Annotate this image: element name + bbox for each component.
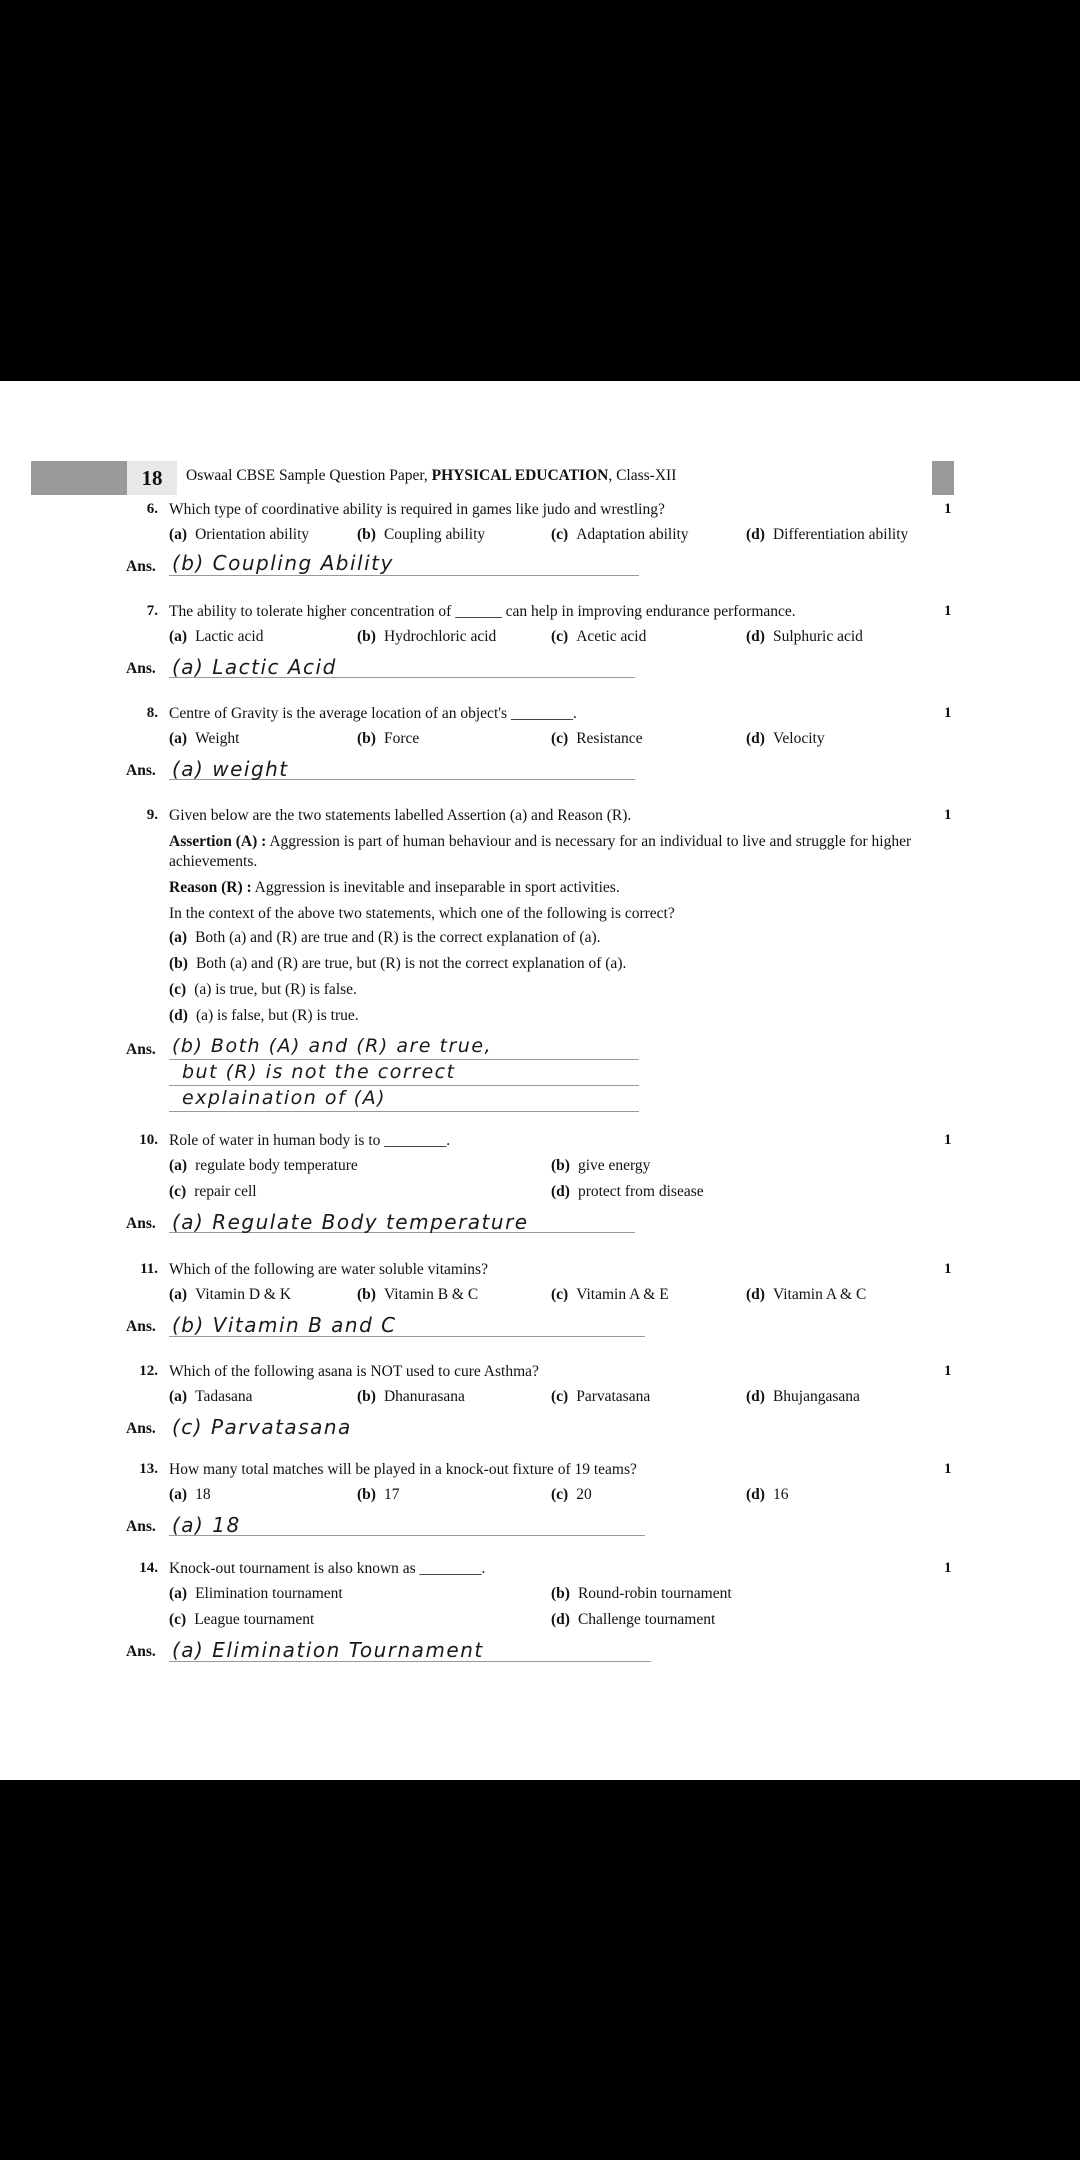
option-d: (d) Bhujangasana [746,1388,860,1405]
option-c: (c) Acetic acid [551,628,647,645]
answer-line [169,1059,639,1060]
answer-line [169,1085,639,1086]
answer-label: Ans. [126,1215,156,1232]
option-a: (a) Elimination tournament [169,1585,343,1602]
handwritten-answer-line-1: (b) Both (A) and (R) are true, [172,1035,493,1057]
handwritten-answer: (a) 18 [172,1513,241,1537]
option-a: (a) Lactic acid [169,628,264,645]
option-b: (b) give energy [551,1157,651,1174]
question-marks: 1 [944,501,952,517]
option-b: (b) Force [357,730,420,747]
assertion-statement: Assertion (A) : Aggression is part of human behaviour and is necessary for an individual to live and struggle for higher achievements. [169,833,912,870]
question-number: 8. [146,705,158,721]
handwritten-answer-line-2: but (R) is not the correct [182,1061,456,1083]
question-number: 6. [146,501,158,517]
page-header-title: Oswaal CBSE Sample Question Paper, PHYSICAL EDUCATION, Class-XII [186,467,677,484]
option-d: (d) 16 [746,1486,789,1503]
option-d: (d) Sulphuric acid [746,628,863,645]
option-c: (c) Vitamin A & E [551,1286,669,1303]
question-number: 13. [139,1461,158,1477]
option-a: (a) Both (a) and (R) are true and (R) is the correct explanation of (a). [169,929,601,946]
question-number: 10. [139,1132,158,1148]
answer-label: Ans. [126,1041,156,1058]
option-b: (b) 17 [357,1486,400,1503]
question-number: 7. [146,603,158,619]
answer-label: Ans. [126,660,156,677]
question-text: Given below are the two statements labelled Assertion (a) and Reason (R). [169,807,632,824]
question-text: Knock-out tournament is also known as ________. [169,1560,486,1577]
option-d: (d) Vitamin A & C [746,1286,867,1303]
answer-label: Ans. [126,762,156,779]
question-number: 11. [140,1261,158,1277]
question-number: 14. [139,1560,158,1576]
question-text: Which of the following are water soluble vitamins? [169,1261,488,1278]
option-a: (a) 18 [169,1486,211,1503]
header-bar-right [932,461,954,495]
handwritten-answer: (b) Coupling Ability [172,551,394,575]
option-b: (b) Hydrochloric acid [357,628,497,645]
header-bar-left [31,461,127,495]
question-marks: 1 [944,1461,952,1477]
option-a: (a) Weight [169,730,240,747]
reason-statement: Reason (R) : Aggression is inevitable and inseparable in sport activities. [169,879,620,896]
question-marks: 1 [944,1261,952,1277]
question-number: 12. [139,1363,158,1379]
question-marks: 1 [944,705,952,721]
question-text: Which of the following asana is NOT used to cure Asthma? [169,1363,539,1380]
answer-line [169,575,639,576]
page-number: 18 [127,461,177,495]
option-c: (c) 20 [551,1486,592,1503]
answer-label: Ans. [126,1420,156,1437]
option-b: (b) Coupling ability [357,526,486,543]
question-number: 9. [146,807,158,823]
handwritten-answer: (a) Regulate Body temperature [172,1210,529,1234]
option-a: (a) Vitamin D & K [169,1286,292,1303]
handwritten-answer: (a) weight [172,757,289,781]
question-text: The ability to tolerate higher concentration of ______ can help in improving endurance performance. [169,603,796,620]
answer-label: Ans. [126,1318,156,1335]
option-d: (d) protect from disease [551,1183,704,1200]
question-text: Role of water in human body is to ________. [169,1132,451,1149]
option-c: (c) League tournament [169,1611,315,1628]
handwritten-answer: (a) Elimination Tournament [172,1638,484,1662]
answer-label: Ans. [126,1518,156,1535]
answer-label: Ans. [126,558,156,575]
question-prompt: In the context of the above two statements, which one of the following is correct? [169,905,675,922]
answer-label: Ans. [126,1643,156,1660]
handwritten-answer: (a) Lactic Acid [172,655,337,679]
option-d: (d) Challenge tournament [551,1611,716,1628]
handwritten-answer: (b) Vitamin B and C [172,1313,397,1337]
option-c: (c) Resistance [551,730,643,747]
option-c: (c) Parvatasana [551,1388,651,1405]
option-b: (b) Dhanurasana [357,1388,465,1405]
option-d: (d) Velocity [746,730,825,747]
question-marks: 1 [944,1560,952,1576]
handwritten-answer: (c) Parvatasana [172,1415,352,1439]
option-a: (a) Tadasana [169,1388,253,1405]
option-c: (c) Adaptation ability [551,526,689,543]
option-c: (c) repair cell [169,1183,257,1200]
option-d: (d) Differentiation ability [746,526,909,543]
option-b: (b) Vitamin B & C [357,1286,479,1303]
question-text: Centre of Gravity is the average location of an object's ________. [169,705,577,722]
document-page [0,381,1080,1780]
answer-line [169,1111,639,1112]
option-a: (a) regulate body temperature [169,1157,358,1174]
handwritten-answer-line-3: explaination of (A) [182,1087,386,1109]
question-marks: 1 [944,807,952,823]
option-d: (d) (a) is false, but (R) is true. [169,1007,359,1024]
question-marks: 1 [944,1132,952,1148]
question-marks: 1 [944,1363,952,1379]
question-text: How many total matches will be played in a knock-out fixture of 19 teams? [169,1461,637,1478]
question-marks: 1 [944,603,952,619]
option-a: (a) Orientation ability [169,526,310,543]
option-b: (b) Round-robin tournament [551,1585,732,1602]
question-text: Which type of coordinative ability is required in games like judo and wrestling? [169,501,665,518]
option-b: (b) Both (a) and (R) are true, but (R) is not the correct explanation of (a). [169,955,627,972]
option-c: (c) (a) is true, but (R) is false. [169,981,357,998]
